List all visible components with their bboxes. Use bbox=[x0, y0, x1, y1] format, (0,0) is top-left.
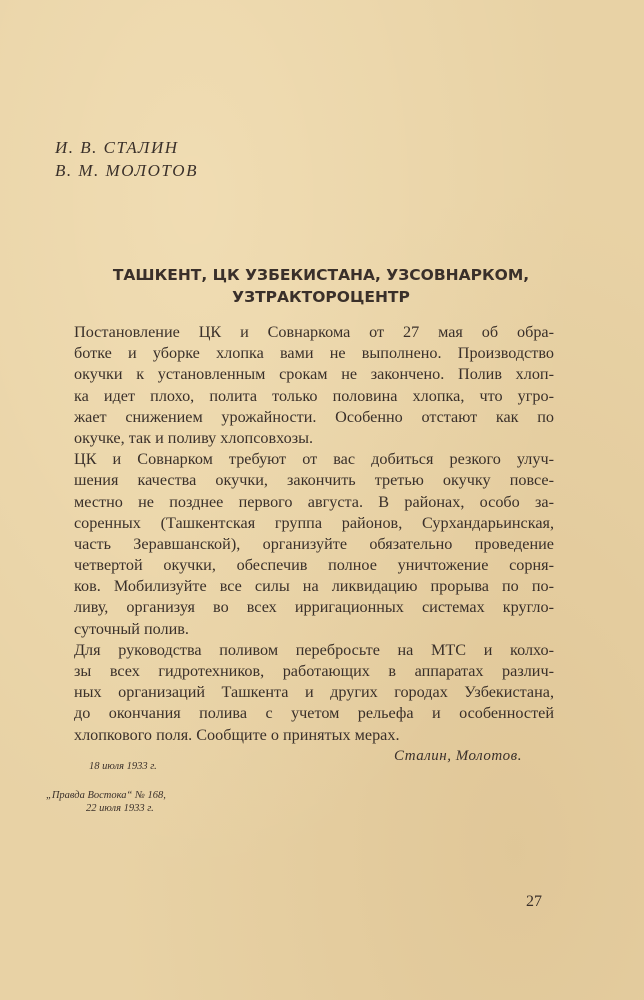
signature: Сталин, Молотов. bbox=[394, 748, 522, 764]
authors bbox=[55, 136, 198, 182]
body-line: суточный полив. bbox=[74, 619, 189, 638]
body-line: часть Зеравшанской), организуйте обязательно проведение bbox=[74, 534, 554, 553]
body-line: хлопкового поля. Сообщите о принятых мерах. bbox=[74, 725, 400, 744]
author-stalin: И. В. СТАЛИН bbox=[55, 138, 179, 157]
source-line-1: „Правда Востока“ № 168, bbox=[46, 790, 166, 801]
telegram-date: 18 июля 1933 г. bbox=[89, 761, 157, 772]
telegram-heading bbox=[60, 264, 582, 308]
body-line: ных организаций Ташкента и других городах Узбекистана, bbox=[74, 683, 554, 702]
body-line: четвертой окучки, обеспечив полное уничтожение сорня- bbox=[74, 556, 554, 575]
page-number: 27 bbox=[526, 893, 542, 910]
telegram-body bbox=[74, 322, 554, 746]
body-line: окучки к установленным срокам не закончено. Полив хлоп- bbox=[74, 365, 554, 384]
body-line: ботке и уборке хлопка вами не выполнено. Производство bbox=[74, 344, 554, 363]
heading-line-2: УЗТРАКТОРОЦЕНТР bbox=[232, 288, 410, 306]
body-line: ливу, организуя во всех ирригационных системах кругло- bbox=[74, 598, 554, 617]
body-line: до окончания полива с учетом рельефа и особенностей bbox=[74, 704, 554, 723]
body-line: ков. Мобилизуйте все силы на ликвидацию прорыва по по- bbox=[74, 577, 554, 596]
heading-line-1: ТАШКЕНТ, ЦК УЗБЕКИСТАНА, УЗСОВНАРКОМ, bbox=[112, 266, 530, 284]
body-line: окучке, так и поливу хлопсовхозы. bbox=[74, 428, 314, 447]
body-line: шения качества окучки, закончить третью окучку повсе- bbox=[74, 471, 554, 490]
source-line-2: 22 июля 1933 г. bbox=[86, 803, 154, 814]
body-line: соренных (Ташкентская группа районов, Сурхандарьинская, bbox=[74, 513, 554, 532]
publication-source bbox=[46, 789, 166, 815]
body-line: ЦК и Совнарком требуют от вас добиться резкого улуч- bbox=[74, 450, 554, 469]
body-line: местно не позднее первого августа. В районах, особо за- bbox=[74, 492, 554, 511]
body-line: ка идет плохо, полита только половина хлопка, что угро- bbox=[74, 386, 554, 405]
body-line: жает снижением урожайности. Особенно отстают как по bbox=[74, 407, 554, 426]
body-line: Постановление ЦК и Совнаркома от 27 мая об обра- bbox=[74, 323, 554, 341]
author-molotov: В. М. МОЛОТОВ bbox=[55, 161, 198, 180]
body-line: зы всех гидротехников, работающих в аппаратах различ- bbox=[74, 662, 554, 680]
body-line: Для руководства поливом перебросьте на МТС и колхо- bbox=[74, 640, 554, 659]
